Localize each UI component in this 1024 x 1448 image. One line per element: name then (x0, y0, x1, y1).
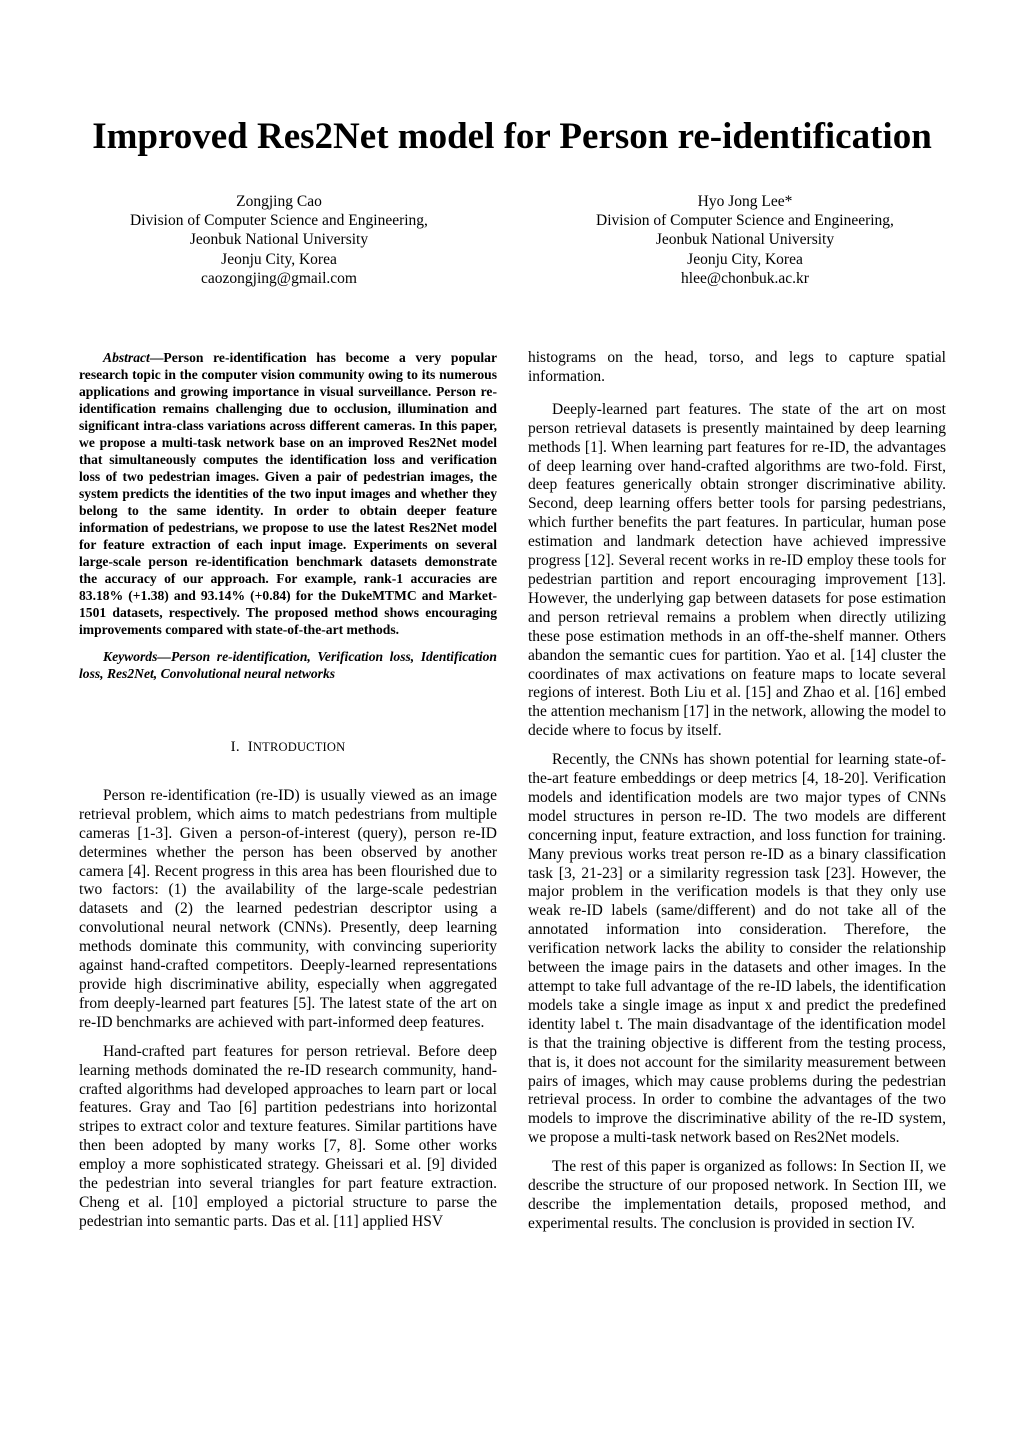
author-university: Jeonbuk National University (189, 231, 369, 249)
left-column (79, 349, 497, 1242)
author-name: Zongjing Cao (236, 193, 322, 210)
author-university: Jeonbuk National University (655, 231, 835, 249)
author-block-1 (59, 192, 499, 288)
author-email: hlee@chonbuk.ac.kr (681, 269, 809, 287)
paragraph: The rest of this paper is organized as follows: In Section II, we describe the structure of our proposed network. In Section III, we describe the implementation details, proposed method, and experimental results. The conclusion is provided in section IV. (528, 1158, 946, 1232)
author-email: caozongjing@gmail.com (201, 269, 357, 287)
keywords: Keywords—Person re-identification, Verification loss, Identification loss, Res2Net, Convolutional neural networks (79, 649, 497, 681)
paper-title: Improved Res2Net model for Person re-identification (92, 116, 932, 157)
paragraph: Hand-crafted part features for person retrieval. Before deep learning methods dominated the re-ID research community, hand-crafted algorithms had developed approaches to learn part or local features. Gray and Tao [6] partition pedestrians into horizontal stripes to extract color and texture features. Similar partitions have then been adopted by many works [7, 8]. Some other works employ a more sophisticated strategy. Gheissari et al. [9] divided the pedestrian into several triangles for part feature extraction. Cheng et al. [10] employed a pictorial structure to parse the pedestrian into semantic parts. Das et al. [11] applied HSV (79, 1042, 497, 1230)
author-block-2 (525, 192, 965, 288)
author-division: Division of Computer Science and Engineering, (130, 212, 428, 230)
section-heading-introduction (79, 738, 497, 757)
author-division: Division of Computer Science and Engineering, (596, 212, 894, 230)
abstract (79, 349, 497, 638)
author-city: Jeonju City, Korea (221, 250, 337, 268)
section-initial: I (247, 739, 253, 755)
paragraph: Recently, the CNNs has shown potential for learning state-of-the-art feature embeddings or deep metrics [4, 18-20]. Verification models and identification models are two major types of CNNs model structures in person re-ID. The two models are different concerning input, feature extraction, and loss function for training. Many previous works treat person re-ID as a binary classification task [3, 21-23] or a similarity regression task [23]. However, the major problem in the verification models is that they only use weak re-ID labels (same/different) and do not take all of the annotated information into consideration. Therefore, the verification network lacks the ability to consider the relationship between the image pairs in the datasets and other images. In the attempt to take full advantage of the re-ID labels, the identification models take a single image as input x and predict the predefined identity label t. The main disadvantage of the identification model is that the training objective is different from the testing process, that is, it does not account for the similarity measurement between pairs of images, which may cause problems during the pedestrian retrieval process. In order to combine the advantages of the two models to improve the discriminative ability of the re-ID system, we propose a multi-task network based on Res2Net models. (528, 751, 946, 1147)
abstract-label: Abstract (103, 350, 150, 365)
right-column (528, 349, 946, 1244)
author-name: Hyo Jong Lee* (697, 193, 793, 210)
paragraph: histograms on the head, torso, and legs to capture spatial information. (528, 349, 946, 385)
section-title-rest: NTRODUCTION (252, 740, 346, 754)
author-city: Jeonju City, Korea (687, 250, 803, 268)
section-numeral: I. (230, 739, 240, 755)
paragraph: Person re-identification (re-ID) is usually viewed as an image retrieval problem, which aims to match pedestrians from multiple cameras [1-3]. Given a person-of-interest (query), person re-ID determines whether the person has been observed by another camera [4]. Recent progress in this area has been flourished due to two factors: (1) the availability of the large-scale pedestrian datasets and (2) the learned pedestrian descriptor using a convolutional neural network (CNNs). Presently, deep learning methods dominate this community, with convincing superiority against hand-crafted competitors. Deeply-learned representations provide high discriminative ability, especially when aggregated from deeply-learned part features [5]. The latest state of the art on re-ID benchmarks are achieved with part-informed deep features. (79, 786, 497, 1031)
abstract-text: —Person re-identification has become a very popular research topic in the computer vision community owing to its numerous applications and growing importance in visual surveillance. Person re-identification remains challenging due to occlusion, illumination and significant intra-class variations across different cameras. In this paper, we propose a multi-task network base on an improved Res2Net model that simultaneously computes the identification loss and verification loss of two pedestrian images. Given a pair of pedestrian images, the system predicts the identities of the two input images and whether they belong to the same identity. In order to obtain deeper feature information of pedestrians, we propose to use the latest Res2Net model for feature extraction of each input image. Experiments on several large-scale person re-identification benchmark datasets demonstrate the accuracy of our approach. For example, rank-1 accuracies are 83.18% (+1.38) and 93.14% (+0.84) for the DukeMTMC and Market-1501 datasets, respectively. The proposed method shows encouraging improvements compared with state-of-the-art methods. (79, 350, 497, 637)
paragraph: Deeply-learned part features. The state of the art on most person retrieval datasets is presently maintained by deep learning methods [1]. When learning part features for re-ID, the advantages of deep learning over hand-crafted algorithms are two-fold. First, deep features generically obtain stronger discriminative ability. Second, deep learning offers better tools for parsing pedestrians, which further benefits the part features. In particular, human pose estimation and landmark detection have achieved impressive progress [12]. Several recent works in re-ID employ these tools for pedestrian partition and report encouraging improvement [13]. However, the underlying gap between datasets for pose estimation and person retrieval remains a problem when directly utilizing these pose estimation methods in an off-the-shelf manner. Others abandon the semantic cues for partition. Yao et al. [14] cluster the coordinates of max activations on feature maps to locate several regions of interest. Both Liu et al. [15] and Zhao et al. [16] embed the attention mechanism [17] in the network, allowing the model to decide where to focus by itself. (528, 400, 946, 740)
